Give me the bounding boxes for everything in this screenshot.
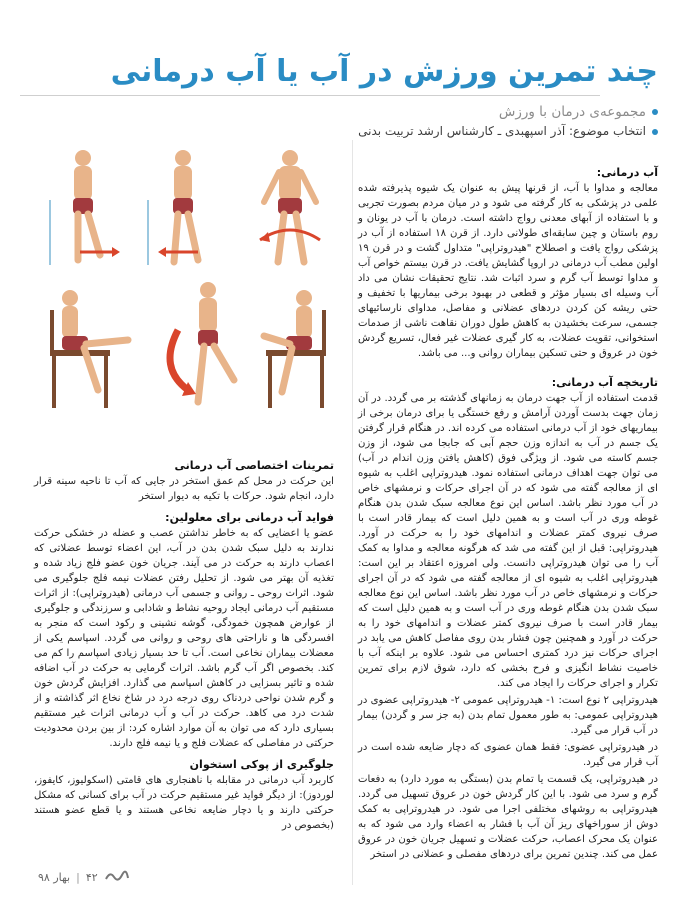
category-label (499, 104, 658, 120)
figure-leg-abduction (260, 150, 320, 262)
section-heading: فواید آب درمانی برای معلولین: (165, 511, 334, 524)
section-paragraph: کاربرد آب درمانی در مقابله با ناهنجاری های قامتی (اسکولیوز، کایفوز، لوردوز): از دیگر فواید غیر مستقیم حرکت در آب برای کسانی که مشکل حرکتی دارند و یا دچار ضایعه نخاعی هستند و یا قطع عضو هستند (بخصوص در (34, 775, 334, 831)
issue-season: بهار ۹۸ (38, 871, 71, 884)
column-divider (352, 140, 353, 885)
section-paragraph: این حرکت در محل کم عمق استخر در جایی که آب تا ناحیه سینه قرار دارد، انجام شود. حرکات با تکیه به دیوار استخر (34, 476, 334, 502)
byline (358, 124, 658, 138)
section-heading: آب درمانی: (596, 166, 658, 179)
magazine-logo-icon (104, 869, 130, 883)
title-divider (20, 95, 600, 96)
figure-leg-swing-back (148, 150, 198, 265)
section-paragraph: عضو یا اعضایی که به خاطر نداشتن عصب و عضله در خشکی حرکت ندارند به دلیل سبک شدن بدن در آب، این اعضاء توسط عضلاتی که اعصاب دارند به حرکت در می آیند. جریان خون عضو فلج زیاد شده و تغذیه آن بهتر می شود. از تحلیل رفتن عضلات نیمه فلج جلوگیری می شود. اثرات روحی ـ روانی و جسمی آب درمانی (هیدروتراپی): از اثرات مستقیم آب درمانی ایجاد روحیه نشاط و شادابی و سرزندگی و جلوگیری از عوارض همچون خمودگی، گوشه نشینی و رکود است که منجر به افسردگی ها و ناراحتی های روحی و روانی می گردد. اسپاسم یکی از معضلات بیماران نخاعی است. آب تا حد بسیار زیادی اسپاسم را کم می کند. بخصوص اگر آب گرم باشد. اثرات گرمایی به حرکت در آب اضافه شده و تاثیر بسزایی در کاهش اسپاسم می گذارد. افزایش گردش خون و گرم شدن نواحی دردناک روی درجه درد در شاخ نخاع اثر گذاشته و از شدت درد می کاهد. حرکت در آب و آب درمانی اثرات غیر مستقیم بسیاری دارد که می توان به آن موارد اشاره کرد: از بین بردن محدودیت حرکتی در مفاصلی که عضلات فلج و یا نیمه فلج دارند. (34, 528, 334, 749)
benefits-section (34, 510, 334, 751)
bullet-icon (652, 109, 658, 115)
osteoporosis-section (34, 757, 334, 833)
history-section (358, 375, 658, 862)
exercise-illustration (38, 140, 338, 412)
page-number: ۴۲ (85, 871, 98, 884)
right-column (358, 165, 658, 864)
section-paragraph: در هیدروتراپی، یک قسمت یا تمام بدن (بستگی به مورد دارد) به دفعات گرم و سرد می شود. با این کار گردش خون در عروق تسهیل می گردد. هیدروتراپی به روشهای مختلفی اجرا می شود. در هیدروتراپی به کمک دوش از سوراخهای ریز آن آب با فشار به اعضاء وارد می شود که به عنوان یک محرک اعصاب، حرکت عضلات و تسهیل جریان خون در عروق عمل می کند. چندین تمرین برای دردهای مفصلی و عضلانی در استخر (358, 774, 658, 860)
byline-text: انتخاب موضوع: آذر اسپهبدی ـ کارشناس ارشد تربیت بدنی (358, 124, 646, 138)
figure-leg-swing-right (50, 150, 120, 265)
page-footer (38, 869, 130, 886)
section-paragraph: قدمت استفاده از آب جهت درمان به زمانهای گذشته بر می گردد. در آن زمان جهت بدست آوردن آرامش و رفع خستگی یا برای درمان برخی از بیماریهای خود از آب درمانی استفاده می کرده اند. در هنگام قرار گرفتن یک جسم در آب به اندازه وزن حجم آبی که جابجا می شود، از وزن جسم کاسته می شود. از ویژگی فوق (کاهش یافتن وزن اندام در آب) می توان جهت اهداف درمانی استفاده نمود. هیدروتراپی اغلب به شیوه ای از معالجه گفته می شود که در آن اجرای حرکات و نرمشهای خاص در آب مورد نظر باشد. اساس این نوع معالجه سبک شدن بدن هنگام غوطه وری در آب است و به همین دلیل است که بیمار قادر است با صرف نیروی کمتر عضلات و اندامهای خود را به حرکت در آورد. هیدروتراپی: قبل از این گفته می شد که هرگونه معالجه و مداوا به کمک آب را می توان هیدروتراپی دانست. ولی امروزه اعتقاد بر این است: هیدروتراپی اغلب به شیوه ای از معالجه گفته می شود که در آن اجرای حرکات و نرمشهای خاص در آب مورد نظر باشد. اساس این نوع معالجه سبک شدن بدن هنگام غوطه وری در آب است و به همین دلیل است که بیمار قادر است با صرف نیروی کمتر عضلات و اندامهای خود را به حرکت در آورد و همچنین چون فشار بدن روی مفاصل کاهش می یابد در اجرای حرکات نیز درد کمتری احساس می شود. علاوه بر اینکه آب با خاصیت نشاط انگیزی و فرح بخشی که دارد، شوق لازم برای تمرین تکرار و اجرای حرکات را ایجاد می کند. (358, 393, 658, 689)
section-heading: تاریخچه آب درمانی: (551, 376, 658, 389)
bullet-icon (652, 129, 658, 135)
category-text: مجموعه‌ی درمان با ورزش (498, 104, 646, 120)
figure-standing-leg-swing (170, 282, 234, 402)
exercise-figures-svg (38, 140, 338, 412)
section-paragraph: معالجه و مداوا با آب، از قرنها پیش به عنوان یک شیوه پذیرفته شده علمی در پزشکی به کار گرفته می شود و در میان مردم بصورت تجربی و با استفاده از آبهای معدنی رواج داشته است. درمان با آب در یونان و روم باستان و چین سابقه‌ای طولانی دارد. از قرن ۱۸ استفاده از آب در پزشکی رواج یافت و اصطلاح "هیدروتراپی" متداول گشت و در قرن ۱۹ اولین مطب آب درمانی در اروپا گشایش یافت. در قرن بیستم خواص آب و مداوا توسط آب گرم و سرد اثبات شد. نتایج تحقیقات نشان می داد آب وسیله ای بسیار مؤثر و قطعی در بهبود برخی بیماریها با تخفیف و حتی ریشه کن کردن دردهای عضلانی و مفاصل، مداوای نارسائیهای جسمی، سرعت بخشیدن به کاهش طول دوران نقاهت ناشی از صدمات استخوانی، تقویت عضلات، به کار گیری عضلات غیر فعال، تسریع گردش خون در عروق و حتی تسکین بیماران روانی و... می باشد. (358, 183, 658, 359)
magazine-logo (104, 869, 130, 886)
left-column (34, 458, 334, 835)
section-heading: جلوگیری از پوکی استخوان (189, 758, 334, 771)
section-paragraph: در هیدروتراپی عضوی: فقط همان عضوی که دچار ضایعه شده است در آب قرار می گیرد. (358, 742, 658, 768)
footer-separator: | (76, 871, 80, 884)
figure-seated-leg-raise (264, 290, 326, 408)
section-paragraph: هیدروتراپی ۲ نوع است: ۱- هیدروتراپی عمومی ۲- هیدروتراپی عضوی در هیدروتراپی عمومی: به طور معمول تمام بدن (به جز سر و گردن) بیمار در آب قرار می گیرد. (358, 695, 658, 736)
section-heading: تمرینات اختصاصی آب درمانی (174, 459, 334, 472)
article-title: چند تمرین ورزش در آب یا آب درمانی (110, 54, 658, 89)
figure-seated-knee-extension (50, 290, 128, 408)
